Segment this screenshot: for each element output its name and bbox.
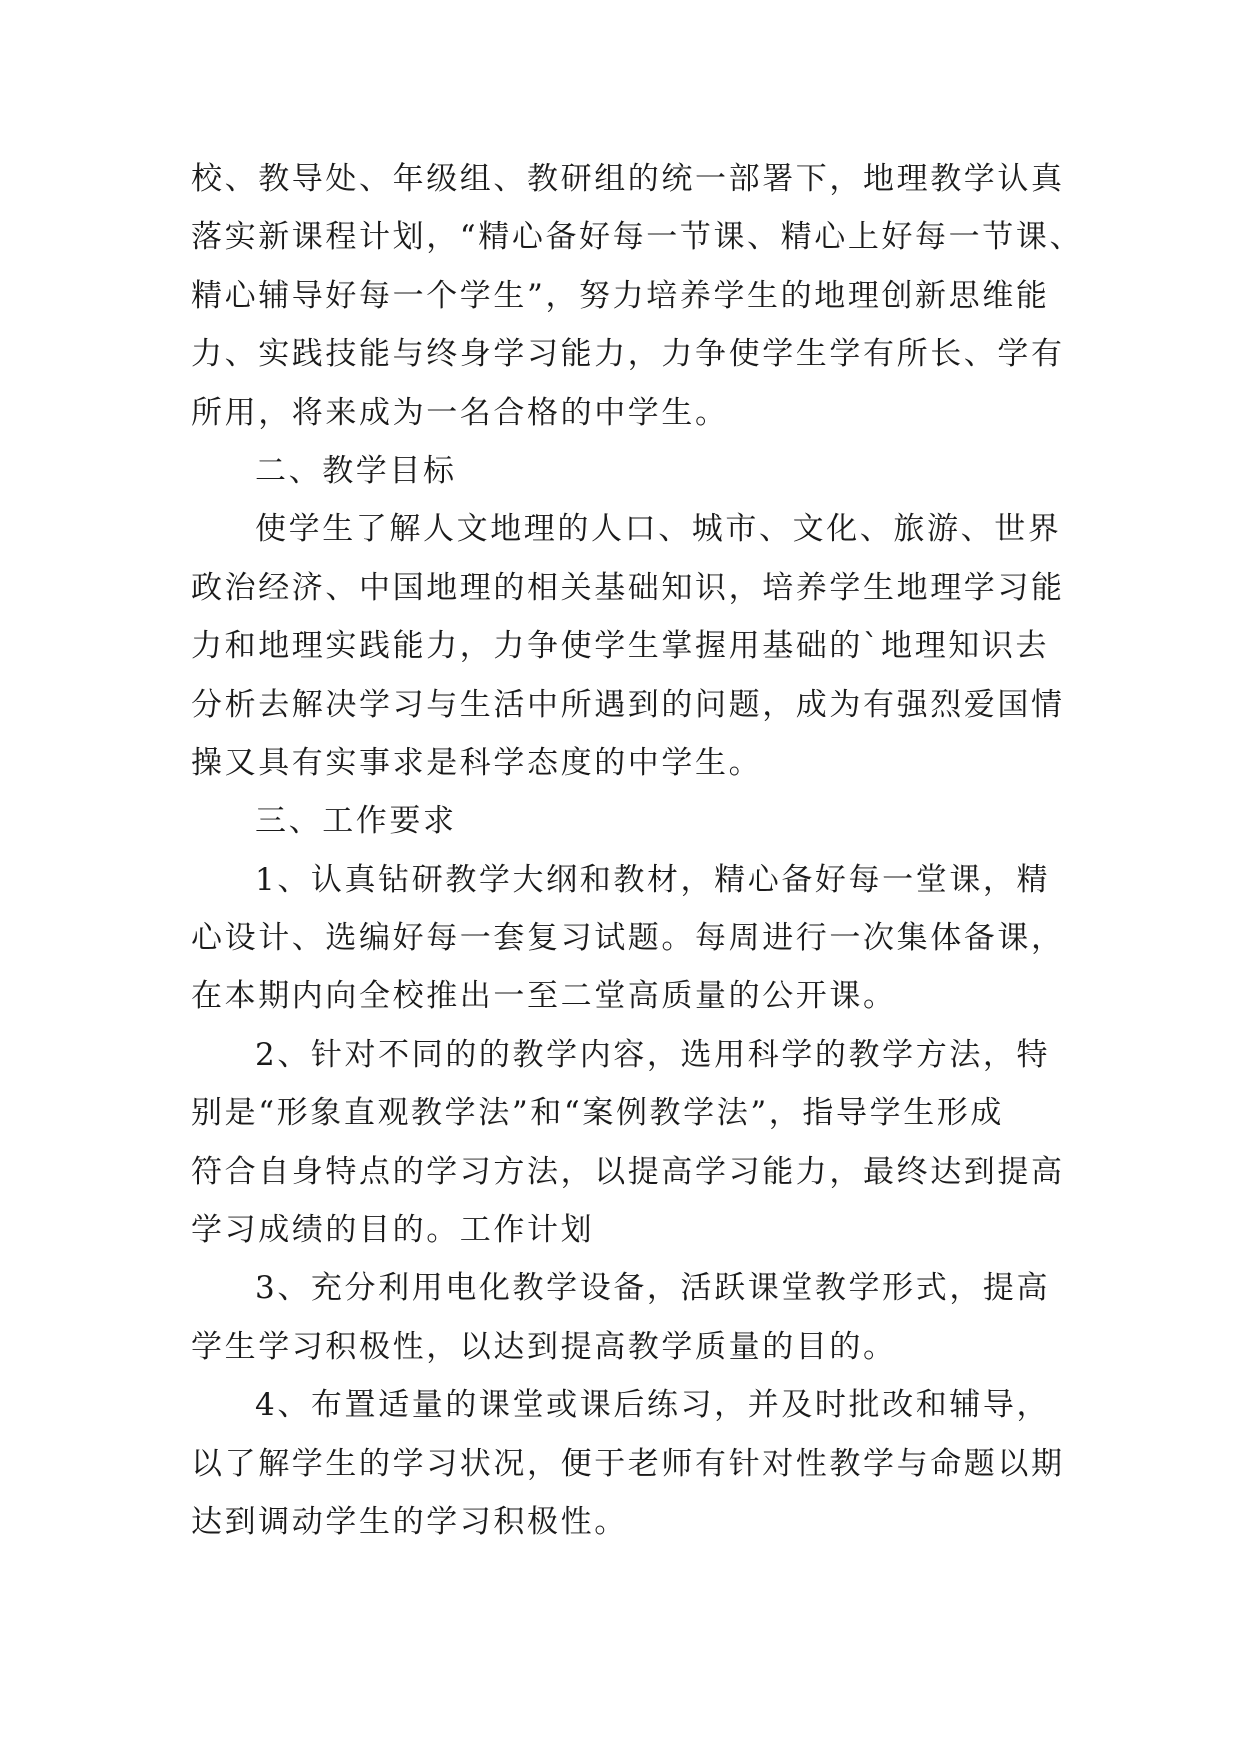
text-line: 以了解学生的学习状况，便于老师有针对性教学与命题以期 — [191, 1445, 1065, 1482]
text-line: 4、布置适量的课堂或课后练习，并及时批改和辅导， — [255, 1387, 1051, 1424]
text-line: 达到调动学生的学习积极性。 — [191, 1503, 628, 1540]
text-line: 政治经济、中国地理的相关基础知识，培养学生地理学习能 — [191, 569, 1065, 606]
text-line: 学习成绩的目的。工作计划 — [191, 1212, 595, 1249]
text-line: 力、实践技能与终身学习能力，力争使学生学有所长、学有 — [191, 336, 1065, 373]
document-body — [191, 150, 1084, 1551]
text-line: 校、教导处、年级组、教研组的统一部署下，地理教学认真 — [191, 161, 1065, 197]
text-line: 分析去解决学习与生活中所遇到的问题，成为有强烈爱国情 — [191, 686, 1065, 723]
text-line: 符合自身特点的学习方法，以提高学习能力，最终达到提高 — [191, 1153, 1065, 1190]
text-line: 3、充分利用电化教学设备，活跃课堂教学形式，提高 — [255, 1270, 1051, 1307]
text-line: 精心辅导好每一个学生”，努力培养学生的地理创新思维能 — [191, 277, 1050, 314]
text-line: 力和地理实践能力，力争使学生掌握用基础的`地理知识去 — [191, 628, 1050, 665]
text-line: 落实新课程计划，“精心备好每一节课、精心上好每一节课、 — [191, 219, 1084, 256]
text-line: 在本期内向全校推出一至二堂高质量的公开课。 — [191, 978, 897, 1015]
text-line: 1、认真钻研教学大纲和教材，精心备好每一堂课，精 — [255, 861, 1051, 898]
text-line: 别是“形象直观教学法”和“案例教学法”，指导学生形成 — [191, 1095, 1004, 1132]
text-line: 2、针对不同的的教学内容，选用科学的教学方法，特 — [255, 1036, 1051, 1073]
section-heading: 三、工作要求 — [255, 803, 457, 840]
text-line: 心设计、选编好每一套复习试题。每周进行一次集体备课， — [191, 920, 1065, 957]
text-line: 使学生了解人文地理的人口、城市、文化、旅游、世界 — [255, 511, 1062, 548]
section-heading: 二、教学目标 — [255, 452, 457, 489]
text-line: 所用，将来成为一名合格的中学生。 — [191, 394, 729, 431]
text-line: 学生学习积极性，以达到提高教学质量的目的。 — [191, 1328, 897, 1365]
text-line: 操又具有实事求是科学态度的中学生。 — [191, 744, 763, 781]
